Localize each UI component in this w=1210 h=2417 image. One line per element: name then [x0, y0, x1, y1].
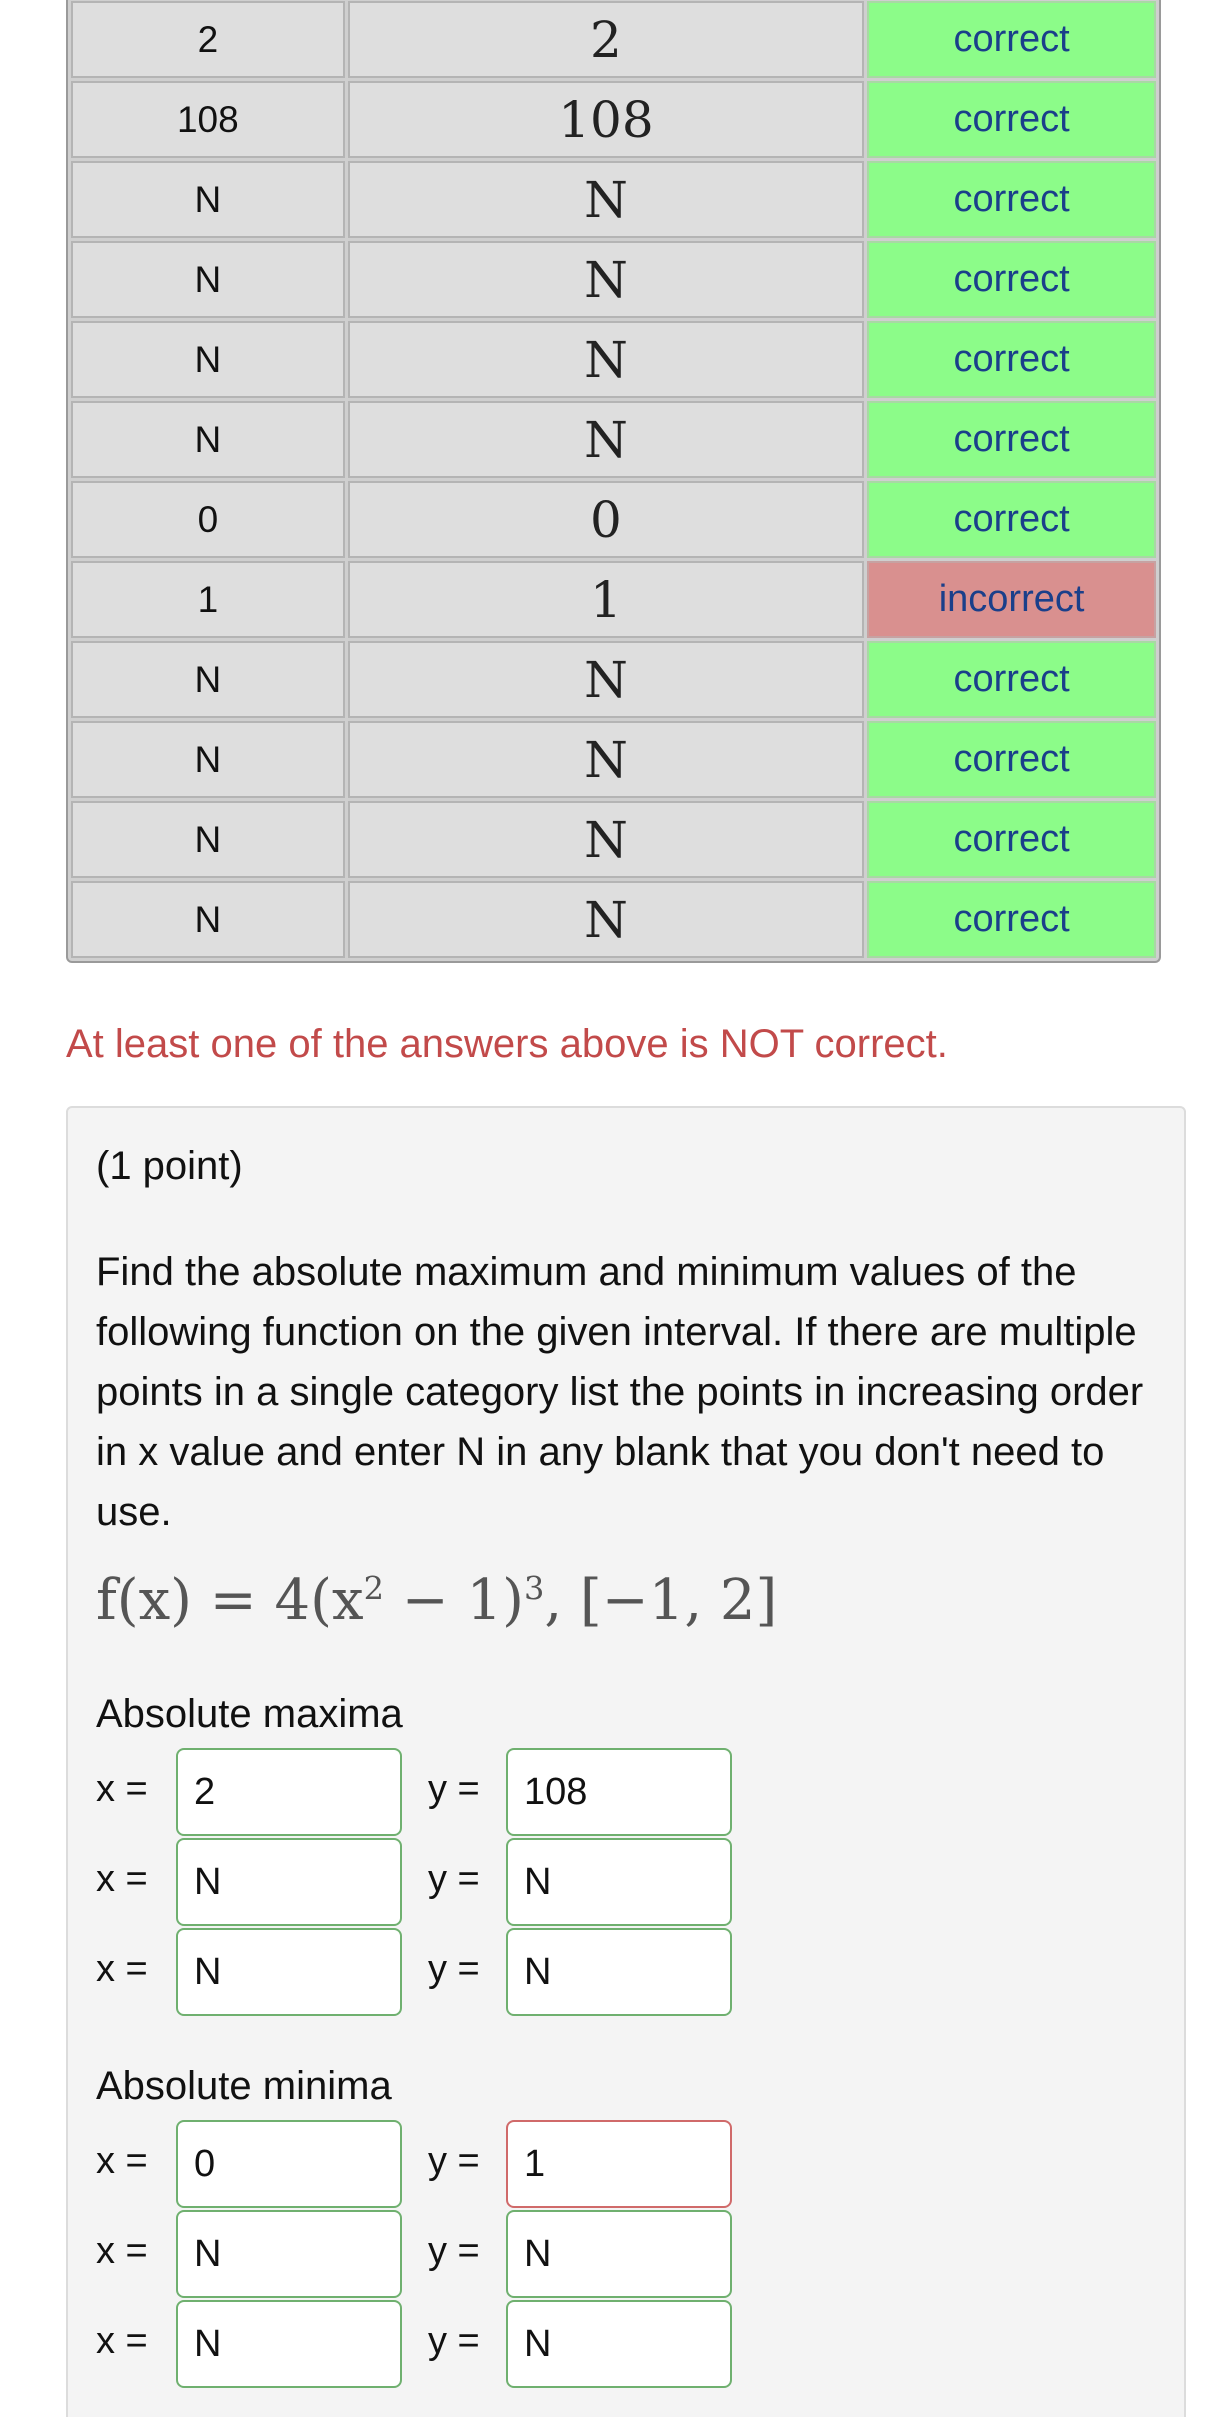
table-row: [71, 481, 1156, 558]
table-row: [71, 721, 1156, 798]
problem-points: (1 point): [96, 1144, 243, 1188]
maxima-row: [96, 1838, 796, 1926]
entered-cell: N: [71, 401, 345, 478]
result-cell: correct: [867, 481, 1156, 558]
entered-cell: N: [71, 321, 345, 398]
minima-x-input-1[interactable]: [176, 2120, 402, 2208]
problem-box: [66, 1106, 1186, 2417]
x-label: x =: [96, 1768, 148, 1810]
preview-cell: 1: [348, 561, 864, 638]
minima-row: [96, 2120, 796, 2208]
entered-cell: 1: [71, 561, 345, 638]
result-cell: correct: [867, 401, 1156, 478]
result-cell: incorrect: [867, 561, 1156, 638]
result-cell: correct: [867, 321, 1156, 398]
maxima-y-input-2[interactable]: [506, 1838, 732, 1926]
problem-statement: Find the absolute maximum and minimum values of the following function on the given interval. If there are multiple points in a single category list the points in increasing order in x value and enter N in any blank that you don't need to use.: [96, 1250, 1144, 1534]
maxima-title: Absolute maxima: [96, 1692, 403, 1736]
x-label: x =: [96, 2230, 148, 2272]
function-formula: [96, 1568, 777, 1633]
result-cell: correct: [867, 641, 1156, 718]
table-row: [71, 561, 1156, 638]
formula-interval: , [−1, 2]: [544, 1568, 778, 1633]
result-cell: correct: [867, 1, 1156, 78]
formula-exponent-1: 2: [363, 1569, 384, 1608]
minima-row: [96, 2300, 796, 2388]
table-row: [71, 321, 1156, 398]
entered-cell: 0: [71, 481, 345, 558]
entered-cell: N: [71, 881, 345, 958]
entered-cell: N: [71, 641, 345, 718]
minima-x-input-3[interactable]: [176, 2300, 402, 2388]
formula-exponent-2: 3: [523, 1569, 545, 1608]
y-label: y =: [428, 2140, 480, 2182]
result-cell: correct: [867, 721, 1156, 798]
table-row: [71, 161, 1156, 238]
alert-message: At least one of the answers above is NOT correct.: [66, 1022, 948, 1066]
x-label: x =: [96, 1858, 148, 1900]
preview-cell: N: [348, 801, 864, 878]
preview-cell: N: [348, 321, 864, 398]
entered-cell: 2: [71, 1, 345, 78]
minima-title: Absolute minima: [96, 2064, 392, 2108]
maxima-row: [96, 1928, 796, 2016]
preview-cell: N: [348, 241, 864, 318]
table-row: [71, 241, 1156, 318]
y-label: y =: [428, 1858, 480, 1900]
table-row: [71, 81, 1156, 158]
minima-y-input-3[interactable]: [506, 2300, 732, 2388]
maxima-x-input-3[interactable]: [176, 1928, 402, 2016]
x-label: x =: [96, 1948, 148, 1990]
preview-cell: N: [348, 161, 864, 238]
preview-cell: N: [348, 721, 864, 798]
result-cell: correct: [867, 241, 1156, 318]
table-row: [71, 881, 1156, 958]
minima-x-input-2[interactable]: [176, 2210, 402, 2298]
maxima-row: [96, 1748, 796, 1836]
y-label: y =: [428, 1948, 480, 1990]
result-cell: correct: [867, 81, 1156, 158]
preview-cell: N: [348, 881, 864, 958]
entered-cell: N: [71, 241, 345, 318]
maxima-y-input-1[interactable]: [506, 1748, 732, 1836]
table-row: [71, 801, 1156, 878]
table-row: [71, 401, 1156, 478]
preview-cell: N: [348, 641, 864, 718]
preview-cell: N: [348, 401, 864, 478]
result-cell: correct: [867, 161, 1156, 238]
table-row: [71, 1, 1156, 78]
preview-cell: 108: [348, 81, 864, 158]
formula-lhs: f(x) = 4(x: [96, 1568, 364, 1633]
formula-mid: − 1): [383, 1568, 524, 1633]
preview-cell: 2: [348, 1, 864, 78]
result-cell: correct: [867, 801, 1156, 878]
preview-cell: 0: [348, 481, 864, 558]
result-cell: correct: [867, 881, 1156, 958]
entered-cell: N: [71, 801, 345, 878]
minima-y-input-1[interactable]: [506, 2120, 732, 2208]
minima-row: [96, 2210, 796, 2298]
x-label: x =: [96, 2140, 148, 2182]
y-label: y =: [428, 2230, 480, 2272]
maxima-x-input-1[interactable]: [176, 1748, 402, 1836]
y-label: y =: [428, 1768, 480, 1810]
results-table: [66, 0, 1161, 963]
maxima-y-input-3[interactable]: [506, 1928, 732, 2016]
y-label: y =: [428, 2320, 480, 2362]
table-row: [71, 641, 1156, 718]
entered-cell: N: [71, 161, 345, 238]
minima-y-input-2[interactable]: [506, 2210, 732, 2298]
entered-cell: 108: [71, 81, 345, 158]
x-label: x =: [96, 2320, 148, 2362]
maxima-x-input-2[interactable]: [176, 1838, 402, 1926]
entered-cell: N: [71, 721, 345, 798]
